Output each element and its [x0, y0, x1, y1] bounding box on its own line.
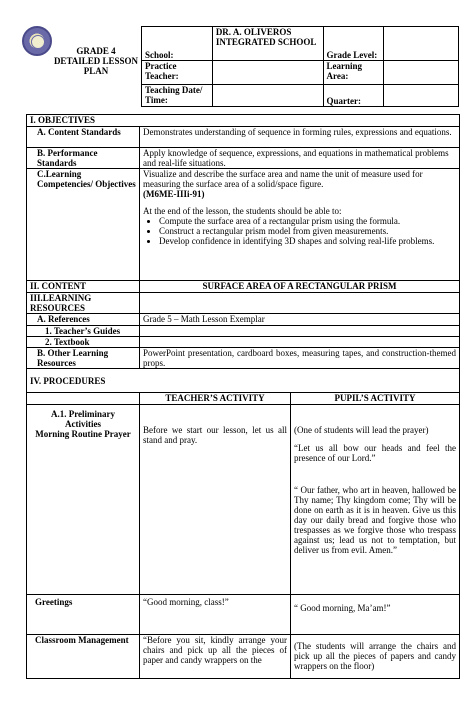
prayer-teacher-line: Before we start our lesson, let us all stand and pray.	[143, 425, 287, 445]
learning-area-label: Learning Area:	[323, 61, 384, 85]
content-label: II. CONTENT	[27, 281, 140, 293]
objectives-row	[27, 115, 460, 127]
prayer-pupil-intro: “Let us all bow our heads and feel the presence of our Lord.”	[294, 443, 457, 463]
content-standards-label: A. Content Standards	[27, 127, 140, 148]
teaching-date-label: Teaching Date/ Time:	[142, 85, 213, 107]
textbook-label: 2. Textbook	[27, 337, 140, 348]
prayer-teacher-text	[140, 405, 291, 595]
quarter-label: Quarter:	[323, 85, 384, 107]
header-table	[141, 26, 459, 107]
grade-level-value	[384, 27, 459, 61]
lesson-plan-title	[52, 46, 140, 76]
content-standards-text: Demonstrates understanding of sequence in forming rules, expressions and equations.	[140, 127, 460, 148]
other-resources-text: PowerPoint presentation, cardboard boxes, measuring tapes, and construction-themed props.	[140, 348, 460, 369]
practice-teacher-label: Practice Teacher:	[142, 61, 213, 85]
learning-area-value	[384, 61, 459, 85]
objective-item: • Compute the surface area of a rectangular prism using the formula.	[159, 216, 456, 226]
competencies-cell	[140, 169, 460, 281]
competencies-text: Visualize and describe the surface area and name the unit of measure used for measuring the surface area of a solid/space figure.	[143, 169, 423, 189]
title-line-3: PLAN	[83, 66, 109, 76]
teachers-guides-label: 1. Teacher’s Guides	[27, 326, 140, 337]
procedures-title: IV. PROCEDURES	[27, 369, 460, 393]
classroom-pupil: (The students will arrange the chairs and pick up all the pieces of papers and candy wrappers on the floor)	[291, 635, 460, 679]
content-title: SURFACE AREA OF A RECTANGULAR PRISM	[140, 281, 460, 293]
resources-title: III.LEARNING RESOURCES	[27, 293, 140, 314]
classroom-teacher: “Before you sit, kindly arrange your chairs and pick up all the pieces of paper and candy wrappers on the	[140, 635, 291, 679]
school-value: DR. A. OLIVEROS INTEGRATED SCHOOL	[212, 27, 323, 61]
references-text: Grade 5 – Math Lesson Exemplar	[140, 314, 460, 326]
competencies-label: C.Learning Competencies/ Objectives	[27, 169, 140, 281]
lesson-plan-body	[26, 114, 460, 679]
grade-level-label: Grade Level:	[323, 27, 384, 61]
objectives-title: I. OBJECTIVES	[27, 115, 460, 127]
greetings-teacher: “Good morning, class!”	[140, 595, 291, 635]
title-line-2: DETAILED LESSON	[53, 56, 139, 66]
prelim-label-line-1: A.1. Preliminary	[50, 409, 116, 419]
prayer-pupil-cell	[291, 405, 460, 595]
objective-item: • Develop confidence in identifying 3D shapes and solving real-life problems.	[159, 236, 456, 246]
end-of-lesson-text: At the end of the lesson, the students should be able to:	[143, 206, 342, 216]
prayer-pupil-prayer: “ Our father, who art in heaven, hallowed be Thy name; Thy kingdom come; Thy will be done on earth as it is in heaven. Give us this day our daily bread and forgive those who trespasses as we forgive those who trespass against us; lead us not to temptation, but deliver us from evil. Amen.”	[294, 485, 457, 555]
practice-teacher-value	[212, 61, 323, 85]
pupil-activity-header: PUPIL’S ACTIVITY	[291, 393, 460, 405]
prelim-activities-label	[27, 405, 140, 595]
teacher-activity-header: TEACHER’S ACTIVITY	[140, 393, 291, 405]
performance-standards-text: Apply knowledge of sequence, expressions, and equations in mathematical problems and real-life situations.	[140, 148, 460, 169]
references-label: A. References	[27, 314, 140, 326]
performance-standards-label: B. Performance Standards	[27, 148, 140, 169]
greetings-pupil: “ Good morning, Ma’am!”	[291, 595, 460, 635]
title-line-1: GRADE 4	[76, 46, 116, 56]
classroom-management-label: Classroom Management	[27, 635, 140, 679]
prelim-label-line-2: Activities	[65, 419, 101, 429]
quarter-value	[384, 85, 459, 107]
deped-seal-logo	[22, 26, 52, 56]
other-resources-label: B. Other Learning Resources	[27, 348, 140, 369]
prayer-pupil-note: (One of students will lead the prayer)	[294, 425, 429, 435]
prelim-label-line-3: Morning Routine Prayer	[35, 429, 131, 439]
objective-item: • Construct a rectangular prism model from given measurements.	[159, 226, 456, 236]
objectives-list	[143, 216, 456, 246]
competencies-code: (M6ME-IIIi-91)	[143, 189, 205, 199]
teaching-date-value	[212, 85, 323, 107]
school-label: School:	[142, 27, 213, 61]
greetings-label: Greetings	[27, 595, 140, 635]
